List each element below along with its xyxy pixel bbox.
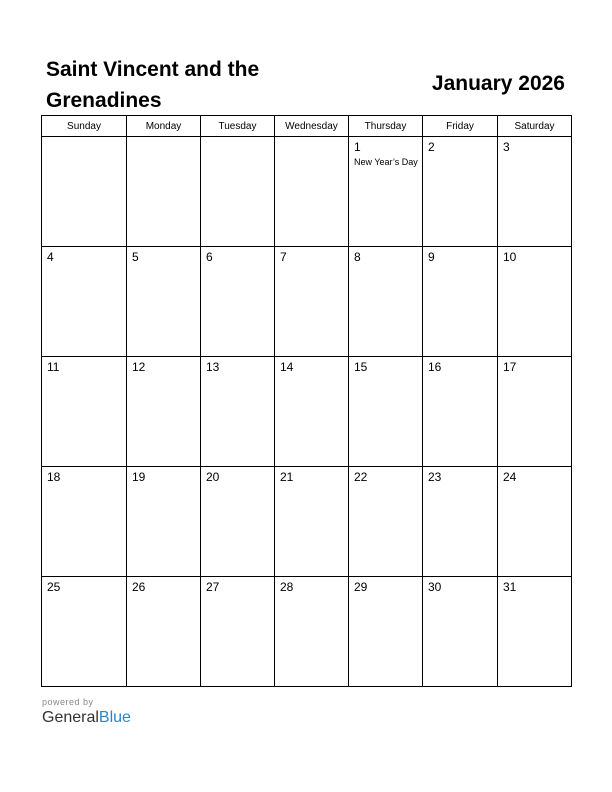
day-number: 14 [280,360,294,374]
month-year-title: January 2026 [431,72,565,95]
day-cell [275,357,349,467]
day-cell [127,247,201,357]
day-cell [42,247,127,357]
day-number: 26 [132,580,146,594]
day-number: 31 [503,580,517,594]
day-cell [201,247,275,357]
day-number: 15 [354,360,368,374]
day-number: 17 [503,360,517,374]
day-cell [349,577,423,687]
week-row [42,357,572,467]
day-number: 5 [132,250,139,264]
week-row [42,467,572,577]
week-row [42,577,572,687]
day-cell [349,467,423,577]
day-number: 9 [428,250,435,264]
weekday-header: Friday [423,116,498,137]
day-cell [201,577,275,687]
day-cell [127,357,201,467]
country-title: Saint Vincent and the Grenadines [46,58,260,112]
day-cell [42,357,127,467]
day-cell [201,357,275,467]
week-row [42,137,572,247]
weekday-header: Thursday [349,116,423,137]
day-number: 7 [280,250,287,264]
day-number: 10 [503,250,517,264]
holiday-label: New Year’s Day [354,157,418,167]
day-number: 4 [47,250,54,264]
day-cell [498,467,572,577]
day-cell [423,137,498,247]
day-cell [423,467,498,577]
day-cell [349,357,423,467]
day-cell [275,137,349,247]
day-number: 1 [354,140,361,154]
day-cell [275,467,349,577]
day-number: 16 [428,360,442,374]
day-number: 24 [503,470,517,484]
weekday-header: Saturday [498,116,572,137]
day-cell [423,577,498,687]
day-cell [498,577,572,687]
day-number: 29 [354,580,368,594]
day-number: 30 [428,580,442,594]
logo-text-blue: Blue [98,709,131,726]
weekday-header-row [42,116,572,137]
day-number: 25 [47,580,61,594]
weekday-header: Wednesday [275,116,349,137]
day-cell [127,137,201,247]
day-number: 19 [132,470,146,484]
day-cell [498,357,572,467]
day-number: 11 [47,360,60,374]
day-cell [42,577,127,687]
week-row [42,247,572,357]
day-number: 28 [280,580,294,594]
day-number: 27 [206,580,220,594]
powered-by-text: powered by [42,697,94,707]
day-cell [498,247,572,357]
day-number: 2 [428,140,435,154]
day-cell [275,247,349,357]
day-cell [349,137,423,247]
day-cell [42,137,127,247]
day-cell [349,247,423,357]
day-cell [127,467,201,577]
day-number: 23 [428,470,442,484]
day-number: 22 [354,470,368,484]
day-number: 8 [354,250,361,264]
day-cell [42,467,127,577]
day-number: 3 [503,140,510,154]
logo-text-general: General [42,709,99,726]
day-cell [423,357,498,467]
day-number: 12 [132,360,146,374]
day-cell [201,137,275,247]
day-number: 6 [206,250,213,264]
day-number: 20 [206,470,220,484]
day-cell [498,137,572,247]
day-cell [275,577,349,687]
calendar-grid [41,115,572,687]
footer-branding [42,696,131,728]
calendar-header [0,0,612,114]
day-cell [201,467,275,577]
generalblue-logo [42,708,131,728]
weekday-header: Tuesday [201,116,275,137]
day-cell [423,247,498,357]
day-cell [127,577,201,687]
day-number: 18 [47,470,61,484]
day-number: 21 [280,470,294,484]
weekday-header: Sunday [42,116,127,137]
day-number: 13 [206,360,220,374]
weekday-header: Monday [127,116,201,137]
